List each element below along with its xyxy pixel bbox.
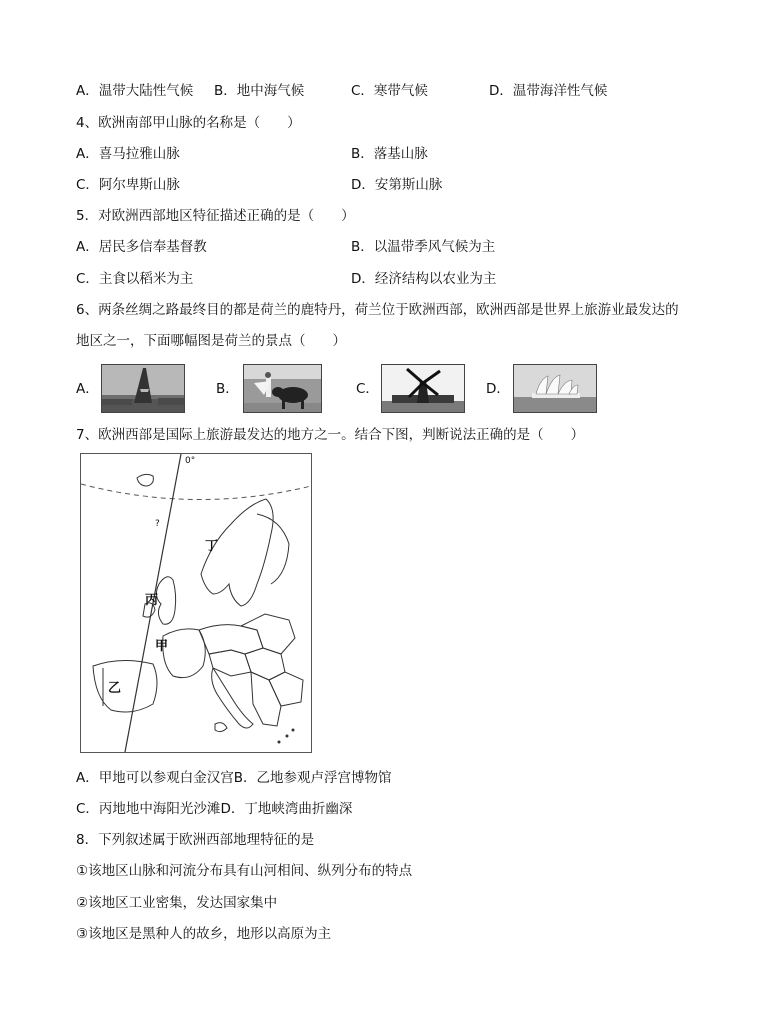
q6-option-c-letter: C．	[356, 381, 379, 397]
q7-options-row1	[76, 768, 392, 788]
sydney-opera-house-photo	[513, 364, 597, 413]
map-label-ding: 丁	[205, 539, 219, 554]
q7-stem: 7、欧洲西部是国际上旅游最发达的地方之一。结合下图，判断说法正确的是（ ）	[76, 427, 585, 443]
q4-stem: 4、欧洲南部甲山脉的名称是（ ）	[76, 115, 301, 131]
q3-option-d: D．温带海洋性气候	[489, 83, 608, 99]
q5-option-d: D．经济结构以农业为主	[351, 271, 497, 287]
q4-option-a: A．喜马拉雅山脉	[76, 146, 180, 162]
q8-item-1: ①该地区山脉和河流分布具有山河相间、纵列分布的特点	[76, 863, 413, 879]
q7-option-d: D．丁地峡湾曲折幽深	[220, 801, 353, 817]
bullfight-photo	[243, 364, 322, 413]
western-europe-map	[80, 453, 312, 753]
q5-option-c: C．主食以稻米为主	[76, 271, 194, 287]
q3-option-a: A．温带大陆性气候	[76, 83, 194, 99]
q8-stem: 8．下列叙述属于欧洲西部地理特征的是	[76, 832, 315, 848]
q7-option-b: B．乙地参观卢浮宫博物馆	[233, 770, 392, 786]
eiffel-tower-photo	[101, 364, 185, 413]
q8-item-2: ②该地区工业密集，发达国家集中	[76, 895, 278, 911]
q6-stem-line1: 6、两条丝绸之路最终目的都是荷兰的鹿特丹，荷兰位于欧洲西部，欧洲西部是世界上旅游业最发达的	[76, 302, 679, 318]
q5-stem: 5．对欧洲西部地区特征描述正确的是（ ）	[76, 208, 355, 224]
map-label-yi: 乙	[108, 681, 122, 696]
map-label-bing: 丙	[145, 593, 159, 608]
q6-option-d-letter: D．	[486, 381, 510, 397]
map-label-question: ?	[155, 519, 160, 529]
q4-option-d: D．安第斯山脉	[351, 177, 443, 193]
q7-option-c: C．丙地地中海阳光沙滩	[76, 801, 221, 817]
q7-options-row2	[76, 799, 352, 819]
q3-option-b: B．地中海气候	[214, 83, 305, 99]
meridian-label: 0°	[185, 456, 196, 466]
q7-option-a: A．甲地可以参观白金汉宫	[76, 770, 234, 786]
map-label-jia: 甲	[155, 639, 169, 654]
q4-option-c: C．阿尔卑斯山脉	[76, 177, 180, 193]
q5-option-a: A．居民多信奉基督教	[76, 239, 207, 255]
q8-item-3: ③该地区是黑种人的故乡，地形以高原为主	[76, 926, 332, 942]
q3-option-c: C．寒带气候	[351, 83, 428, 99]
q6-option-a-letter: A．	[76, 381, 99, 397]
windmill-photo	[381, 364, 465, 413]
q4-option-b: B．落基山脉	[351, 146, 428, 162]
q6-stem-line2: 地区之一，下面哪幅图是荷兰的景点（ ）	[76, 333, 346, 349]
q6-option-b-letter: B．	[216, 381, 239, 397]
q5-option-b: B．以温带季风气候为主	[351, 239, 496, 255]
